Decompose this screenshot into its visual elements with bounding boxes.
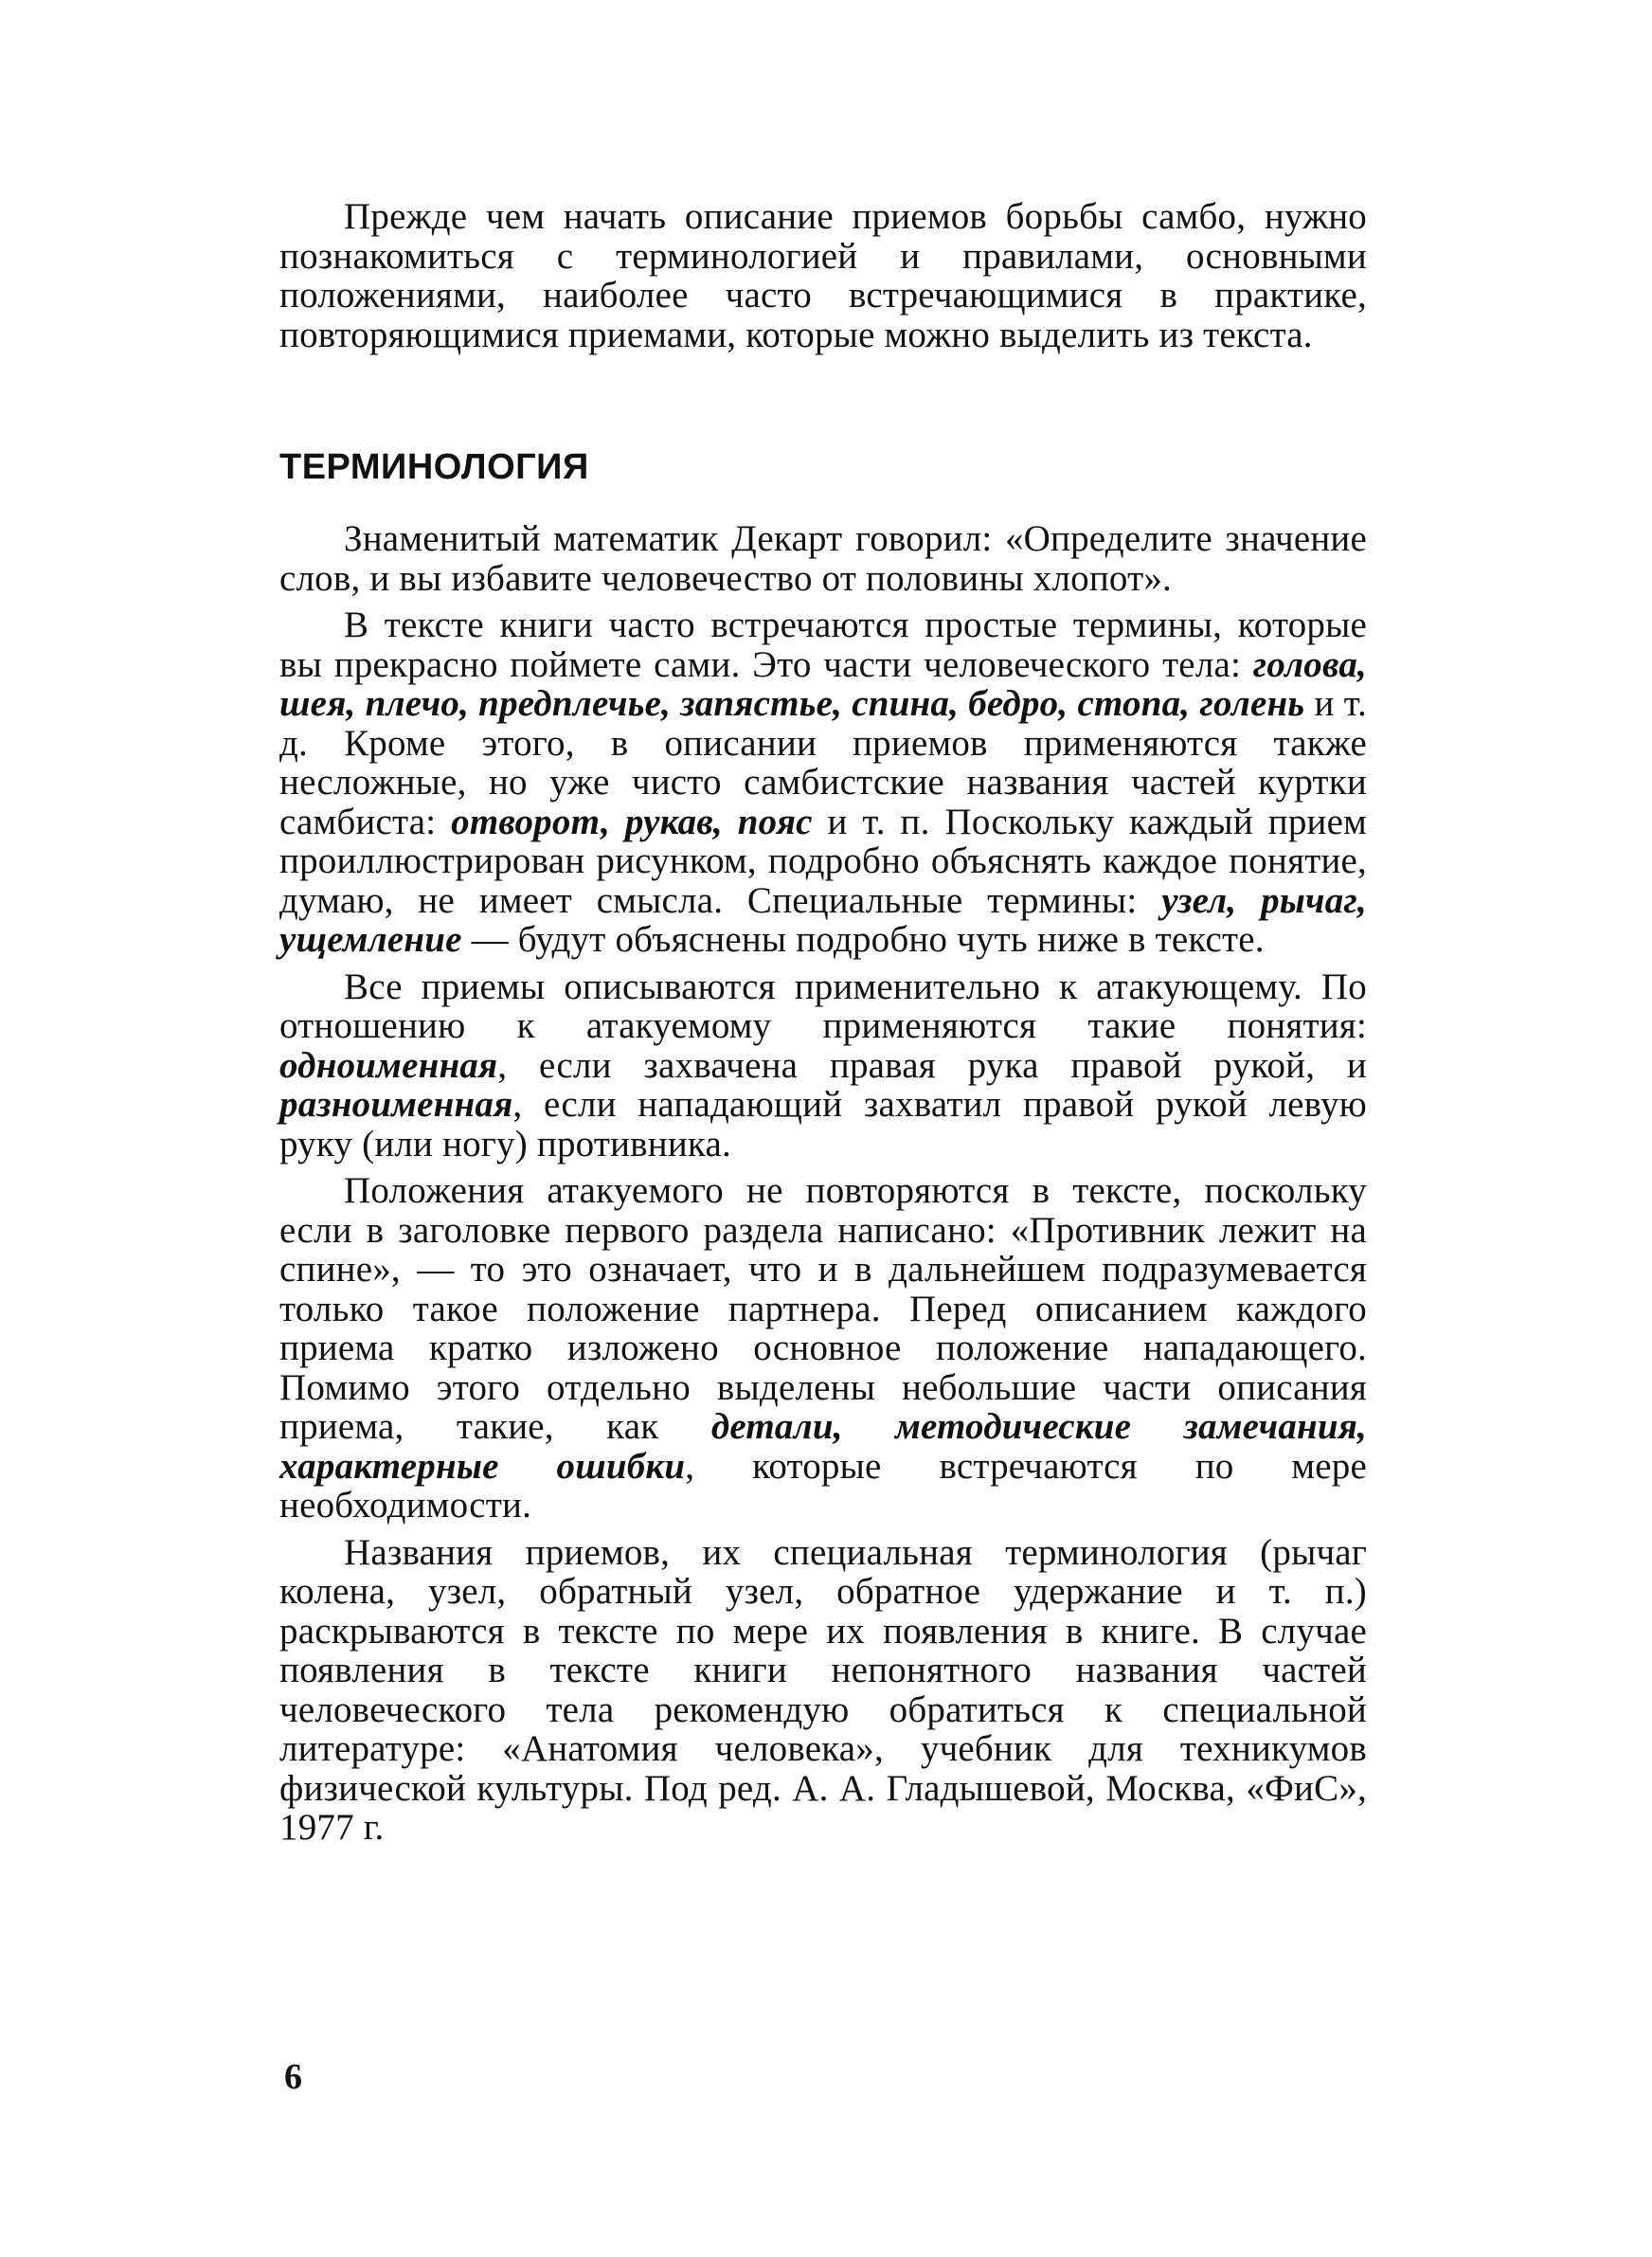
paragraph-text: Все приемы описываются применительно к атакующему. По отношению к атакуемому применяются такие понятия: (279, 966, 1367, 1046)
italic-term: детали, методические замечания, характерные ошибки (279, 1406, 1367, 1487)
paragraph-text: Положения атакуемого не повторяются в тексте, поскольку если в заголовке первого раздела написано: «Противник лежит на спине», — то это означает, что и в дальнейшем подразумевается только такое положение партнера. Перед описанием каждого приема кратко изложено основное положение нападающего. Помимо этого отдельно выделены небольшие части описания приема, такие, как (279, 1170, 1367, 1447)
italic-term: отворот, рукав, пояс (451, 801, 813, 842)
italic-term: одноименная (279, 1044, 498, 1086)
paragraph-descartes-quote: Знаменитый математик Декарт говорил: «Определите значение слов, и вы избавите человечество от половины хлопот». (279, 518, 1367, 599)
italic-term: голова, шея, плечо, предплечье, запястье, спина, бедро, стопа, голень (279, 643, 1367, 724)
page-number: 6 (284, 2057, 302, 2097)
paragraph-text: , если нападающий захватил правой рукой левую руку (или ногу) противника. (279, 1084, 1367, 1165)
paragraph-attacker-terms (279, 967, 1367, 1165)
intro-block (279, 197, 1367, 354)
terminology-body (279, 519, 1367, 1848)
paragraph-simple-terms (279, 605, 1367, 960)
paragraph-text: В тексте книги часто встречаются простые термины, которые вы прекрасно поймете сами. Это части человеческого тела: (279, 605, 1367, 685)
italic-term: узел, рычаг, ущемление (279, 879, 1367, 960)
paragraph-text: , которые встречаются по мере необходимости. (279, 1445, 1367, 1526)
paragraph-text: и т. д. Кроме этого, в описании приемов применяются также несложные, но уже чисто самбистские названия частей куртки самбиста: (279, 683, 1367, 842)
paragraph-text: — будут объяснены подробно чуть ниже в тексте. (461, 919, 1265, 960)
italic-term: разноименная (279, 1084, 513, 1125)
paragraph-text: и т. п. Поскольку каждый прием проиллюстрирован рисунком, подробно объяснять каждое понятие, думаю, не имеет смысла. Специальные термины: (279, 801, 1367, 921)
paragraph-positions (279, 1171, 1367, 1526)
paragraph-text: , если захвачена правая рука правой рукой, и (497, 1044, 1367, 1086)
section-heading: ТЕРМИНОЛОГИЯ (279, 447, 589, 487)
paragraph-technique-names: Названия приемов, их специальная терминология (рычаг колена, узел, обратный узел, обратное удержание и т. п.) раскрываются в тексте по мере их появления в книге. В случае появления в тексте книги непонятного названия частей человеческого тела рекомендую обратиться к специальной литературе: «Анатомия человека», учебник для техникумов физической культуры. Под ред. А. А. Гладышевой, Москва, «ФиС», 1977 г. (279, 1531, 1367, 1848)
intro-paragraph: Прежде чем начать описание приемов борьбы самбо, нужно познакомиться с терминологией и правилами, основными положениями, наиболее часто встречающимися в практике, повторяющимися приемами, которые можно выделить из текста. (279, 196, 1367, 355)
